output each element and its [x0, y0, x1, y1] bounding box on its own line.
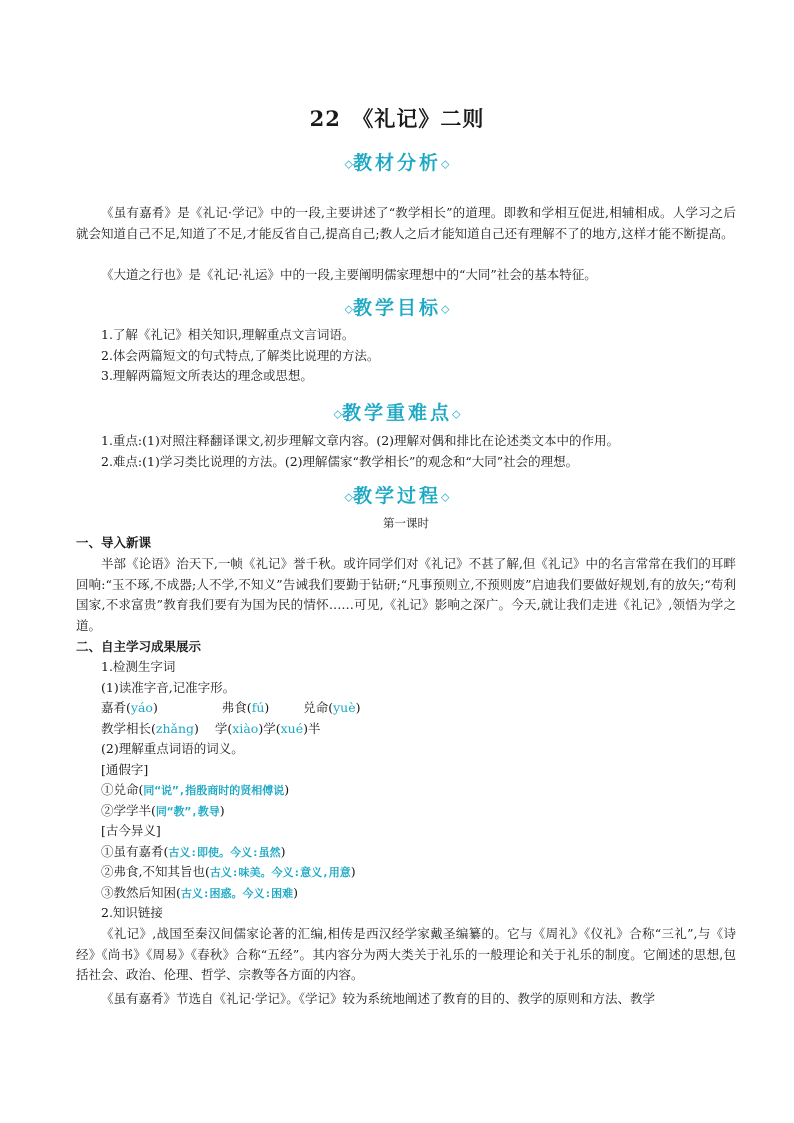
- goals-list: [76, 325, 736, 387]
- pinyin-word: 学(: [214, 720, 233, 736]
- pinyin-word: 弗食(: [221, 700, 252, 715]
- pinyin-close: )半: [303, 720, 321, 736]
- goal-item: 2.体会两篇短文的句式特点,了解类比说理的方法。: [101, 347, 380, 363]
- section-heading-text: 教学目标: [352, 297, 441, 319]
- tongjia-heading: [通假字]: [101, 761, 149, 777]
- item-note: 古义:即使。今义:虽然: [168, 845, 281, 859]
- link-heading: 2.知识链接: [101, 905, 163, 920]
- goal-item: 3.理解两篇短文所表达的理念或思想。: [101, 368, 313, 383]
- gujin-item: [76, 842, 736, 863]
- page-title: 22 《礼记》二则: [309, 106, 485, 131]
- item-text: ①兑命(: [101, 782, 144, 797]
- check-heading: 1.检测生字词: [101, 659, 176, 674]
- item-note: 古义:味美。今义:意义,用意: [209, 866, 351, 879]
- section-heading-process: [0, 481, 794, 508]
- diamond-right-icon: ◇: [441, 302, 450, 316]
- diamond-left-icon: ◇: [333, 407, 342, 421]
- diamond-right-icon: ◇: [441, 157, 450, 171]
- pinyin-word: 兑命(: [303, 700, 334, 715]
- item-close: ): [293, 884, 299, 900]
- item-close: ): [219, 802, 225, 818]
- diamond-left-icon: ◇: [344, 157, 353, 171]
- tongjia-item: [76, 780, 736, 801]
- item-text: ②弗食,不知其旨也(: [101, 864, 210, 879]
- pinyin-close: ): [355, 700, 361, 715]
- section-heading-keypoints: [0, 398, 794, 425]
- item-note: 同“说”,指殷商时的贤相傅说: [143, 784, 285, 797]
- diamond-right-icon: ◇: [441, 490, 450, 504]
- pinyin-answer: yuè: [333, 700, 356, 715]
- pinyin-close: ): [264, 700, 270, 715]
- pinyin-close: ): [258, 720, 264, 736]
- analysis-paragraph-1: 《虽有嘉肴》是《礼记·学记》中的一段,主要讲述了“教学相长”的道理。即教和学相互促进,相辅相成。人学习之后就会知道自己不足,知道了不足,才能反省自己,提高自己;教人之后才能知道自己还有理解不了的地方,这样才能不断提高。: [76, 205, 736, 241]
- section-heading-goals: [0, 293, 794, 320]
- pinyin-word: 嘉肴(: [101, 700, 131, 715]
- part1-paragraph: 半部《论语》治天下,一帧《礼记》誉千秋。或许同学们对《礼记》不甚了解,但《礼记》中的名言常常在我们的耳畔回响:“玉不琢,不成器;人不学,不知义”告诫我们要勤于钻研;“凡事预则立,不预则废”启迪我们要做好规划,有的放矢;“苟利国家,不求富贵”教育我们要有为国为民的情怀……可见,《礼记》影响之深广。今天,就让我们走进《礼记》,领悟为学之道。: [76, 556, 736, 633]
- item-close: ): [284, 782, 290, 797]
- keypoint-item: 2.难点:(1)学习类比说理的方法。(2)理解儒家“教学相长”的观念和“大同”社会的理想。: [101, 453, 579, 469]
- pinyin-close: ): [152, 700, 158, 715]
- item-close: ): [280, 843, 286, 859]
- section-heading-analysis: [0, 148, 794, 175]
- pinyin-close: ): [194, 720, 199, 736]
- diamond-left-icon: ◇: [344, 302, 353, 316]
- part1-heading: 一、导入新课: [76, 535, 152, 550]
- diamond-right-icon: ◇: [452, 407, 461, 421]
- link-paragraph-1: 《礼记》,战国至秦汉间儒家论著的汇编,相传是西汉经学家戴圣编纂的。它与《周礼》《仪礼》合称“三礼”,与《诗经》《尚书》《周易》《春秋》合称“五经”。其内容分为两大类关于礼乐的一般理论和关于礼乐的制度。它阐述的思想,包括社会、政治、伦理、哲学、宗教等各方面的内容。: [76, 926, 736, 982]
- gujin-heading: [古今异义]: [101, 823, 161, 838]
- item-note: 同“教”,教导: [155, 804, 220, 818]
- section-heading-text: 教材分析: [352, 152, 441, 174]
- self-study-block: [76, 657, 736, 924]
- understand-heading: (2)理解重点词语的词义。: [101, 741, 244, 756]
- pinyin-word: 教学相长(: [101, 720, 156, 736]
- tongjia-item: [76, 801, 736, 822]
- pinyin-row: [76, 698, 736, 719]
- pinyin-answer: zhǎng: [155, 720, 195, 736]
- read-heading: (1)读准字音,记准字形。: [101, 679, 236, 695]
- gujin-item: [76, 862, 736, 883]
- keypoint-item: 1.重点:(1)对照注释翻译课文,初步理解文章内容。(2)理解对偶和排比在论述类文本中的作用。: [101, 433, 620, 448]
- item-text: ②学学半(: [101, 802, 156, 818]
- goal-item: 1.了解《礼记》相关知识,理解重点文言词语。: [101, 327, 355, 342]
- lesson-label: 第一课时: [383, 516, 429, 530]
- pinyin-answer: yáo: [130, 700, 153, 715]
- pinyin-answer: xiào: [232, 720, 259, 736]
- item-text: ①虽有嘉肴(: [101, 843, 169, 859]
- diamond-left-icon: ◇: [344, 490, 353, 504]
- part2-heading: 二、自主学习成果展示: [76, 639, 202, 654]
- section-heading-text: 教学过程: [352, 485, 441, 507]
- item-text: ③教然后知困(: [101, 884, 181, 900]
- keypoints-list: [76, 431, 736, 472]
- item-close: ): [350, 864, 356, 879]
- gujin-item: [76, 883, 736, 904]
- pinyin-word: 学(: [263, 720, 281, 736]
- link-paragraph-2: 《虽有嘉肴》节选自《礼记·学记》。《学记》较为系统地阐述了教育的目的、教学的原则和方法、教学: [101, 991, 655, 1006]
- pinyin-answer: fú: [251, 700, 265, 715]
- pinyin-row: [76, 719, 736, 740]
- item-note: 古义:困惑。今义:困难: [180, 886, 294, 900]
- analysis-paragraph-2: 《大道之行也》是《礼记·礼运》中的一段,主要阐明儒家理想中的“大同”社会的基本特征。: [101, 267, 597, 282]
- pinyin-answer: xué: [280, 720, 304, 736]
- section-heading-text: 教学重难点: [341, 402, 452, 424]
